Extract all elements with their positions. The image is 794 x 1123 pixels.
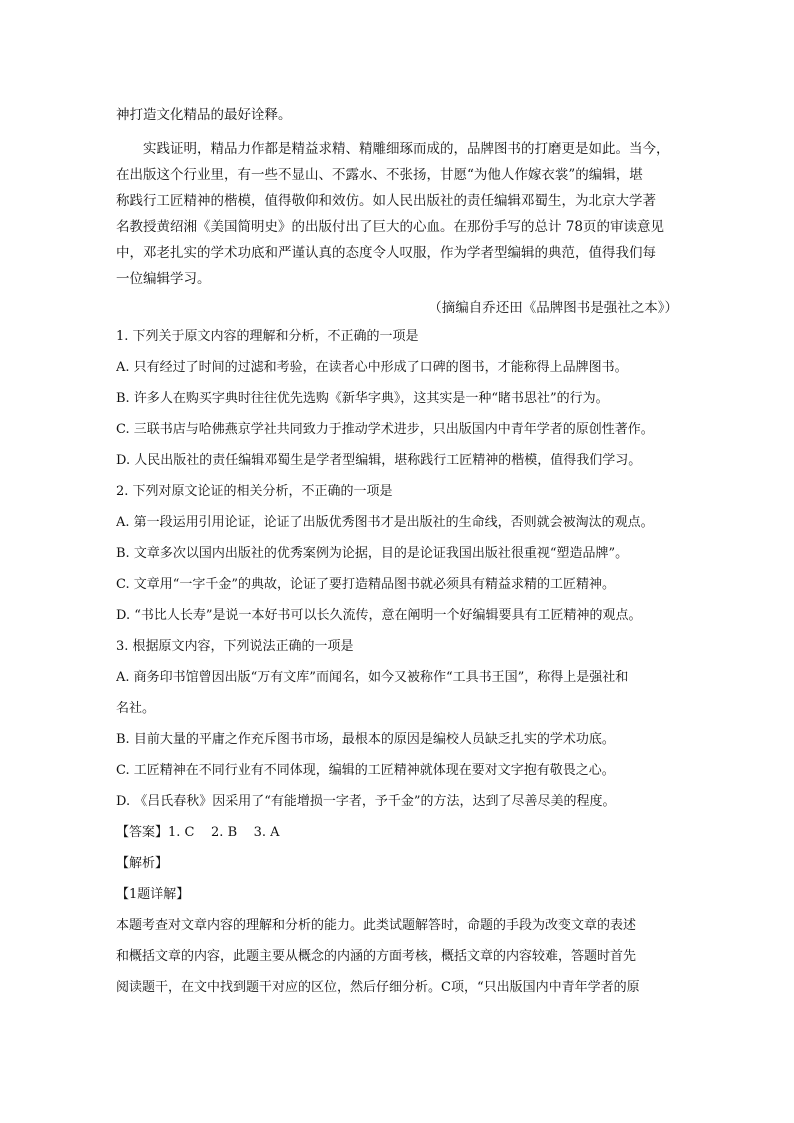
analysis-line: 和概括文章的内容，此题主要从概念的内涵的方面考核，概括文章的内容较难，答题时首先 <box>116 949 637 964</box>
passage-line: 在出版这个行业里，有一些不显山、不露水、不张扬，甘愿“为他人作嫁衣裳”的编辑，堪 <box>116 167 643 183</box>
answer-text: 1. C 2. B 3. A <box>168 825 280 840</box>
question-2-option-c: C. 文章用“一字千金”的典故，论证了要打造精品图书就必须具有精益求精的工匠精神。 <box>116 577 616 592</box>
answer-line <box>116 817 678 848</box>
question-1-option-c: C. 三联书店与哈佛燕京学社共同致力于推动学术进步，只出版国内中青年学者的原创性著作。 <box>116 422 654 437</box>
passage-line: 一位编辑学习。 <box>116 271 211 287</box>
answer-label: 【答案】 <box>116 825 169 840</box>
question-2-option-d: D. “书比人长寿”是说一本好书可以长久流传，意在阐明一个好编辑要具有工匠精神的观点。 <box>116 608 642 623</box>
analysis-line: 本题考查对文章内容的理解和分析的能力。此类试题解答时，命题的手段为改变文章的表述 <box>116 918 637 933</box>
question-3-option-c: C. 工匠精神在不同行业有不同体现，编辑的工匠精神就体现在要对文字抱有敬畏之心。 <box>116 763 615 778</box>
analysis-line: 阅读题干，在文中找到题干对应的区位，然后仔细分析。C项，“只出版国内中青年学者的原 <box>116 980 640 995</box>
question-1-option-d: D. 人民出版社的责任编辑邓蜀生是学者型编辑，堪称践行工匠精神的楷模，值得我们学习。 <box>116 453 642 468</box>
passage-line: 称践行工匠精神的楷模，值得敬仰和效仿。如人民出版社的责任编辑邓蜀生，为北京大学著 <box>116 193 656 209</box>
analysis-detail-label: 【1题详解】 <box>116 887 190 902</box>
passage-line: 神打造文化精品的最好诠释。 <box>116 107 292 123</box>
passage-line: 名教授黄绍湘《美国简明史》的出版付出了巨大的心血。在那份手写的总计 78页的审读意见 <box>116 219 664 235</box>
question-3-option-b: B. 目前大量的平庸之作充斥图书市场，最根本的原因是编校人员缺乏扎实的学术功底。 <box>116 732 615 747</box>
passage-line: 中，邓老扎实的学术功底和严谨认真的态度令人叹服，作为学者型编辑的典范，值得我们每 <box>116 245 656 261</box>
question-2-stem: 2. 下列对原文论证的相关分析，不正确的一项是 <box>116 484 393 499</box>
passage-source: （摘编自乔还田《品牌图书是强社之本》） <box>428 300 678 316</box>
passage-line: 实践证明，精品力作都是精益求精、精雕细琢而成的，品牌图书的打磨更是如此。当今， <box>143 141 670 157</box>
question-2-option-a: A. 第一段运用引用论证，论证了出版优秀图书才是出版社的生命线，否则就会被淘汰的观点。 <box>116 515 654 530</box>
question-3-option-a: A. 商务印书馆曾因出版“万有文库”而闻名，如今又被称作“工具书王国”，称得上是强社和 <box>116 670 629 685</box>
question-3-option-a-cont: 名社。 <box>116 701 156 716</box>
document-page <box>116 102 678 1003</box>
question-2-option-b: B. 文章多次以国内出版社的优秀案例为论据，目的是论证我国出版社很重视“塑造品牌”。 <box>116 546 629 561</box>
question-1-option-b: B. 许多人在购买字典时往往优先选购《新华字典》，这其实是一种“睹书思社”的行为。 <box>116 391 609 406</box>
question-3-option-d: D. 《吕氏春秋》因采用了“有能增损一字者，予千金”的方法，达到了尽善尽美的程度。 <box>116 794 616 809</box>
analysis-label: 【解析】 <box>116 856 169 871</box>
question-3-stem: 3. 根据原文内容，下列说法正确的一项是 <box>116 639 354 654</box>
question-1-option-a: A. 只有经过了时间的过滤和考验，在读者心中形成了口碑的图书，才能称得上品牌图书。 <box>116 360 628 375</box>
question-1-stem: 1. 下列关于原文内容的理解和分析，不正确的一项是 <box>116 329 419 344</box>
